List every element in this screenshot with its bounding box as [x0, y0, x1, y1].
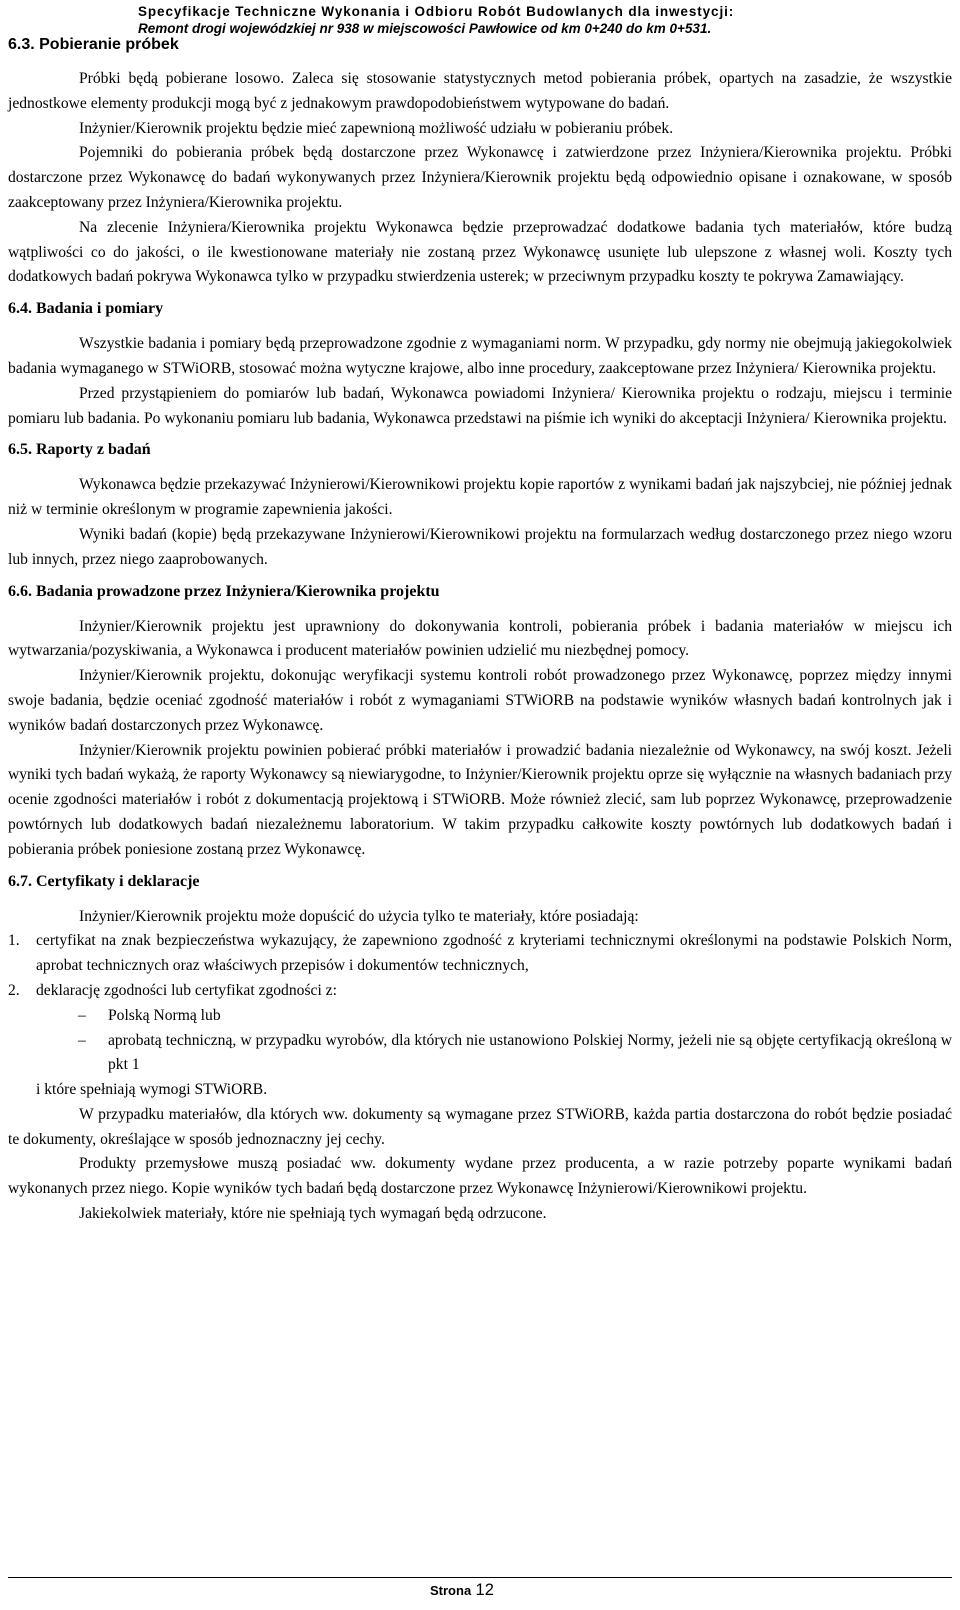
- section-6-6-paragraph-3: Inżynier/Kierownik projektu powinien pobierać próbki materiałów i prowadzić badania niezależnie od Wykonawcy, na swój koszt. Jeżeli wyniki tych badań wykażą, że raporty Wykonawcy są niewiarygodne, to Inżynier/Kierownik projektu oprze się wyłącznie na własnych badaniach przy ocenie zgodności materiałów i robót z dokumentacją projektową i STWiORB. Może również zlecić, sam lub poprzez Wykonawcę, przeprowadzenie powtórnych lub dodatkowych badań niezależnemu laboratorium. W takim przypadku całkowite koszty powtórnych lub dodatkowych badań i pobierania próbek poniesione zostaną przez Wykonawcę.: [8, 741, 952, 858]
- page-number: 12: [475, 1581, 494, 1599]
- sublist-item-text: aprobatą techniczną, w przypadku wyrobów, dla których nie ustanowiono Polskiej Normy, jeżeli nie są objęte certyfikacją określoną w pkt 1: [108, 1031, 952, 1074]
- list-item-text: certyfikat na znak bezpieczeństwa wykazujący, że zapewniono zgodność z kryteriami technicznymi określonymi na podstawie Polskich Norm, aprobat technicznych oraz właściwych przepisów i dokumentów technicznych,: [36, 932, 952, 975]
- section-6-7-paragraph-4: Jakiekolwiek materiały, które nie spełniają tych wymagań będą odrzucone.: [79, 1205, 547, 1223]
- footer-divider: [8, 1577, 952, 1578]
- document-body: [8, 67, 952, 1227]
- section-6-7-paragraph-3: Produkty przemysłowe muszą posiadać ww. dokumenty wydane przez producenta, a w razie potrzeby poparte wynikami badań wykonanych przez niego. Kopie wyników tych badań będą dostarczone przez Wykonawcę Inżynierowi/Kierownikowi projektu.: [8, 1155, 952, 1198]
- list-item-number: 2.: [8, 981, 20, 999]
- section-6-7-paragraph-2: W przypadku materiałów, dla których ww. dokumenty są wymagane przez STWiORB, każda partia dostarczona do robót będzie posiadać te dokumenty, określające w sposób jednoznaczny jej cechy.: [8, 1105, 952, 1148]
- section-6-5-paragraph-2: Wyniki badań (kopie) będą przekazywane Inżynierowi/Kierownikowi projektu na formularzach według dostarczonego przez niego wzoru lub innych, przez niego zaaprobowanych.: [8, 525, 952, 568]
- list-item: [8, 929, 952, 979]
- list-item: [8, 979, 952, 1004]
- section-6-3-paragraph-1: Próbki będą pobierane losowo. Zaleca się stosowanie statystycznych metod pobierania próbek, opartych na zasadzie, że wszystkie jednostkowe elementy produkcji mogą być z jednakowym prawdopodobieństwem wytypowane do badań.: [8, 70, 952, 112]
- list-item-number: 1.: [8, 932, 20, 950]
- section-6-6-heading: 6.6. Badania prowadzone przez Inżyniera/Kierownika projektu: [8, 582, 440, 600]
- section-6-4-heading: 6.4. Badania i pomiary: [8, 300, 164, 318]
- dash-bullet: –: [78, 1031, 86, 1049]
- list-tail-text: i które spełniają wymogi STWiORB.: [36, 1081, 268, 1099]
- sublist-item: [78, 1004, 952, 1029]
- sublist-item-text: Polską Normą lub: [108, 1006, 221, 1024]
- page-header: [138, 4, 948, 37]
- list-item-text: deklarację zgodności lub certyfikat zgodności z:: [36, 981, 337, 999]
- section-6-5-paragraph-1: Wykonawca będzie przekazywać Inżynierowi/Kierownikowi projektu kopie raportów z wynikami badań jak najszybciej, nie później jednak niż w terminie określonym w programie zapewnienia jakości.: [8, 476, 952, 519]
- section-6-3-paragraph-2: Inżynier/Kierownik projektu będzie mieć zapewnioną możliwość udziału w pobieraniu próbek.: [79, 119, 674, 137]
- section-6-6-paragraph-2: Inżynier/Kierownik projektu, dokonując weryfikacji systemu kontroli robót prowadzonego przez Wykonawcę, poprzez między innymi swoje badania, będzie oceniać zgodność materiałów i robót z wymaganiami STWiORB na podstawie wyników własnych badań kontrolnych jak i wyników badań dostarczonych przez Wykonawcę.: [8, 667, 952, 734]
- dash-bullet: –: [78, 1006, 86, 1024]
- section-6-3-heading: 6.3. Pobieranie próbek: [8, 36, 179, 53]
- page-label: Strona: [430, 1583, 472, 1598]
- sublist-item: [78, 1029, 952, 1079]
- page-footer: [430, 1581, 494, 1600]
- section-6-4-paragraph-1: Wszystkie badania i pomiary będą przeprowadzone zgodnie z wymaganiami norm. W przypadku, gdy normy nie obejmują jakiegokolwiek badania wymaganego w STWiORB, stosować można wytyczne krajowe, albo inne procedury, zaakceptowane przez Inżyniera/ Kierownika projektu.: [8, 335, 952, 377]
- conformity-sublist: [8, 1004, 952, 1078]
- section-6-7-intro: Inżynier/Kierownik projektu może dopuścić do użycia tylko te materiały, które posiadają:: [79, 907, 639, 925]
- requirements-list: [8, 929, 952, 1003]
- section-6-3-paragraph-4: Na zlecenie Inżyniera/Kierownika projektu Wykonawca będzie przeprowadzać dodatkowe badania tych materiałów, które budzą wątpliwości co do jakości, o ile kwestionowane materiały nie zostaną przez Wykonawcę usunięte lub ulepszone z własnej woli. Koszty tych dodatkowych badań pokrywa Wykonawca tylko w przypadku stwierdzenia usterek; w przeciwnym przypadku koszty te pokrywa Zamawiający.: [8, 218, 952, 286]
- section-6-3-paragraph-3: Pojemniki do pobierania próbek będą dostarczone przez Wykonawcę i zatwierdzone przez Inżyniera/Kierownika projektu. Próbki dostarczone przez Wykonawcę do badań wykonywanych przez Inżyniera/Kierownik projektu będą odpowiednio opisane i oznakowane, w sposób zaakceptowany przez Inżyniera/Kierownika projektu.: [8, 144, 952, 211]
- section-6-5-heading: 6.5. Raporty z badań: [8, 441, 151, 459]
- section-6-6-paragraph-1: Inżynier/Kierownik projektu jest uprawniony do dokonywania kontroli, pobierania próbek i badania materiałów w miejscu ich wytwarzania/pozyskiwania, a Wykonawca i producent materiałów powinien udzielić mu niezbędnej pomocy.: [8, 617, 952, 660]
- header-title: Specyfikacje Techniczne Wykonania i Odbioru Robót Budowlanych dla inwestycji:: [138, 4, 735, 19]
- section-6-7-heading: 6.7. Certyfikaty i deklaracje: [8, 872, 200, 890]
- section-6-4-paragraph-2: Przed przystąpieniem do pomiarów lub badań, Wykonawca powiadomi Inżyniera/ Kierownika projektu o rodzaju, miejscu i terminie pomiaru lub badania. Po wykonaniu pomiaru lub badania, Wykonawca przedstawi na piśmie ich wyniki do akceptacji Inżyniera/ Kierownika projektu.: [8, 384, 952, 427]
- header-subtitle: Remont drogi wojewódzkiej nr 938 w miejscowości Pawłowice od km 0+240 do km 0+531.: [138, 20, 712, 36]
